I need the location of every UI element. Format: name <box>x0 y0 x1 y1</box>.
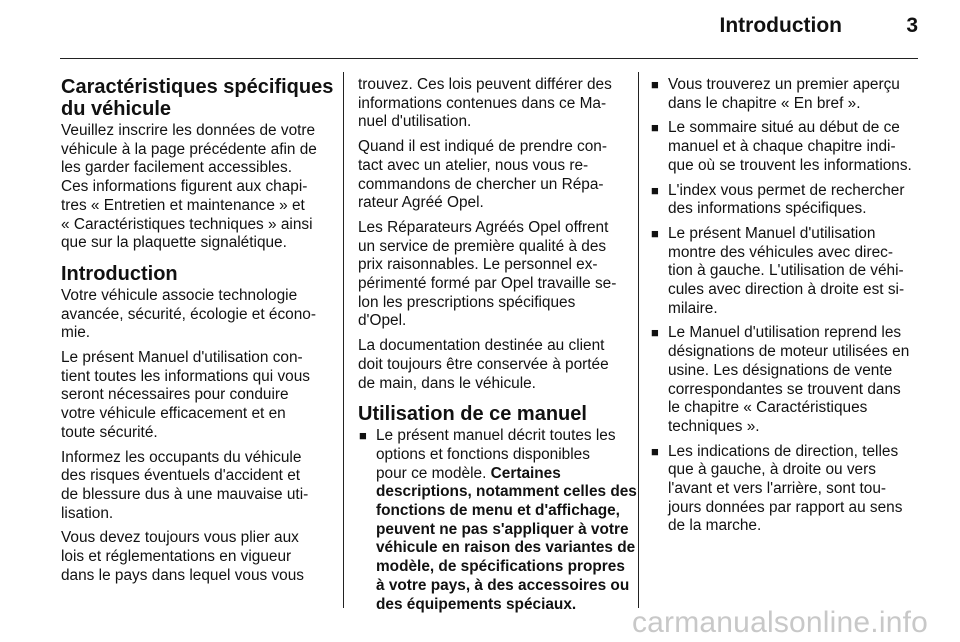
list-item: ■ Le sommaire situé au début de ce manuel et à chaque chapitre indi- que où se trouvent les informations. <box>651 119 912 174</box>
section-heading-vehicle-specifics: Caractéristiques spécifiques du véhicule <box>61 76 334 120</box>
section-heading-using-manual: Utilisation de ce manuel <box>358 403 587 426</box>
watermark: carmanualsonline.info <box>631 606 928 639</box>
column-3 <box>650 76 922 542</box>
paragraph-laws: Vous devez toujours vous plier aux lois et réglementations en vigueur dans le pays dans lequel vous vous <box>61 529 304 584</box>
paragraph-documentation: La documentation destinée au client doit toujours être conservée à portée de main, dans le véhicule. <box>358 337 609 392</box>
column-1 <box>61 76 334 591</box>
paragraph-laws-continued: trouvez. Ces lois peuvent différer des informations contenues dans ce Ma- nuel d'utilisation. <box>358 76 612 131</box>
list-item: ■ Le présent manuel décrit toutes les options et fonctions disponibles pour ce modèle. Certaines descriptions, notamment celles des fonctions de menu et d'affichage, peuvent ne pas s'appliquer à votre véhicule en raison des variantes de modèle, de spécifications propres à votre pays, à des accessoires ou des équipements spéciaux. <box>359 427 637 613</box>
bullet-square-icon: ■ <box>359 428 367 444</box>
list-item: ■ Le Manuel d'utilisation reprend les désignations de moteur utilisées en usine. Les désignations de vente correspondantes se trouvent dans le chapitre « Caractéristiques techniques ». <box>651 324 910 435</box>
column-divider-1 <box>343 72 344 608</box>
column-divider-2 <box>638 72 639 608</box>
bullet-square-icon: ■ <box>651 182 659 198</box>
paragraph-workshop: Quand il est indiqué de prendre con- tact avec un atelier, nous vous re- commandons de chercher un Répa- rateur Agréé Opel. <box>358 138 607 212</box>
paragraph-occupants: Informez les occupants du véhicule des risques éventuels d'accident et de blessure dus à une mauvaise uti- lisation. <box>61 448 309 522</box>
paragraph-technology: Votre véhicule associe technologie avancée, sécurité, écologie et écono- mie. <box>61 286 316 342</box>
section-heading-introduction: Introduction <box>61 262 178 285</box>
paragraph-manual-content: Le présent Manuel d'utilisation con- tient toutes les informations qui vous seront nécessaires pour conduire votre véhicule efficacement et en toute sécurité. <box>61 349 310 441</box>
bullet-list-col3 <box>650 76 922 536</box>
list-item: ■ Les indications de direction, telles que à gauche, à droite ou vers l'avant et vers l'arrière, sont tou- jours données par rapport au sens de la marche. <box>651 442 903 535</box>
page-number: 3 <box>906 14 918 37</box>
header-divider <box>60 58 918 59</box>
bullet-list-col2 <box>358 427 637 614</box>
column-2 <box>358 76 637 620</box>
bullet-square-icon: ■ <box>651 325 659 341</box>
paragraph-authorised-repairers: Les Réparateurs Agréés Opel offrent un service de première qualité à des prix raisonnables. Le personnel ex- périmenté formé par Opel travaille se- lon les prescriptions spécifiques d'Opel. <box>358 218 617 330</box>
bullet-square-icon: ■ <box>651 120 659 136</box>
list-item: ■ L'index vous permet de rechercher des informations spécifiques. <box>651 181 905 218</box>
bullet-square-icon: ■ <box>651 225 659 241</box>
list-item: ■ Le présent Manuel d'utilisation montre des véhicules avec direc- tion à gauche. L'utilisation de véhi- cules avec direction à droite est si- milaire. <box>651 224 905 317</box>
bullet-square-icon: ■ <box>651 77 659 92</box>
header-title: Introduction <box>719 14 842 37</box>
paragraph-vehicle-data: Veuillez inscrire les données de votre véhicule à la page précédente afin de les garder facilement accessibles. Ces informations figurent aux chapi- tres « Entretien et maintenance » et « Caractéristiques techniques » ainsi que sur la plaquette signalétique. <box>61 122 317 252</box>
bullet-square-icon: ■ <box>651 443 659 459</box>
list-item: ■ Vous trouverez un premier aperçu dans le chapitre « En bref ». <box>651 76 900 112</box>
